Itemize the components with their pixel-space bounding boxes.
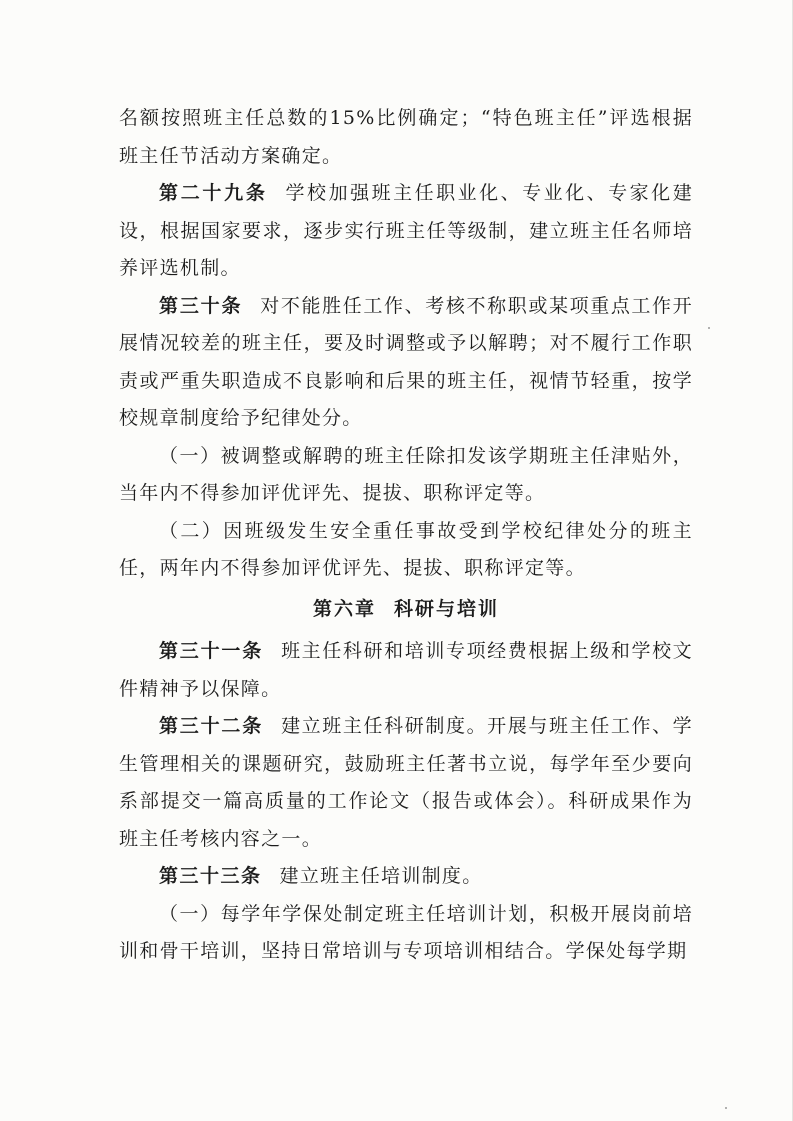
- article-text: 学校加强班主任职业化、专业化、专家化建设，根据国家要求，逐步实行班主任等级制，建立班主任名师培养评选机制。: [119, 182, 693, 279]
- paragraph-continuation: 名额按照班主任总数的15%比例确定；“特色班主任”评选根据班主任节活动方案确定。: [119, 107, 693, 167]
- chapter-number: 第六章: [312, 597, 376, 620]
- article-number: 第二十九条: [159, 182, 268, 204]
- article-33-item-1: （一）每学年学保处制定班主任培训计划，积极开展岗前培训和骨干培训，坚持日常培训与专项培训相结合。学保处每学期: [119, 902, 693, 962]
- article-number: 第三十二条: [159, 715, 264, 737]
- article-29: [119, 175, 693, 288]
- scan-speck: [725, 1107, 727, 1109]
- article-31: [119, 633, 693, 708]
- article-33: [119, 858, 693, 896]
- scan-speck: [708, 327, 710, 329]
- article-text: 对不能胜任工作、考核不称职或某项重点工作开展情况较差的班主任，要及时调整或予以解聘；对不履行工作职责或严重失职造成不良影响和后果的班主任，视情节轻重，按学校规章制度给予纪律处分。: [119, 294, 693, 429]
- chapter-heading: [119, 591, 693, 629]
- article-number: 第三十一条: [159, 640, 264, 662]
- article-number: 第三十条: [159, 294, 243, 317]
- article-number: 第三十三条: [159, 865, 262, 887]
- article-32: [119, 708, 693, 858]
- article-text: 班主任科研和培训专项经费根据上级和学校文件精神予以保障。: [119, 640, 693, 700]
- article-30-item-1: （一）被调整或解聘的班主任除扣发该学期班主任津贴外，当年内不得参加评优评先、提拔、职称评定等。: [119, 444, 693, 504]
- chapter-title: 科研与培训: [394, 597, 500, 620]
- article-30-item-2: （二）因班级发生安全重任事故受到学校纪律处分的班主任，两年内不得参加评优评先、提拔、职称评定等。: [119, 519, 693, 579]
- article-30: [119, 288, 693, 438]
- document-body: [119, 100, 693, 971]
- article-text: 建立班主任科研制度。开展与班主任工作、学生管理相关的课题研究，鼓励班主任著书立说，每学年至少要向系部提交一篇高质量的工作论文（报告或体会）。科研成果作为班主任考核内容之一。: [119, 715, 693, 850]
- article-text: 建立班主任培训制度。: [279, 865, 483, 887]
